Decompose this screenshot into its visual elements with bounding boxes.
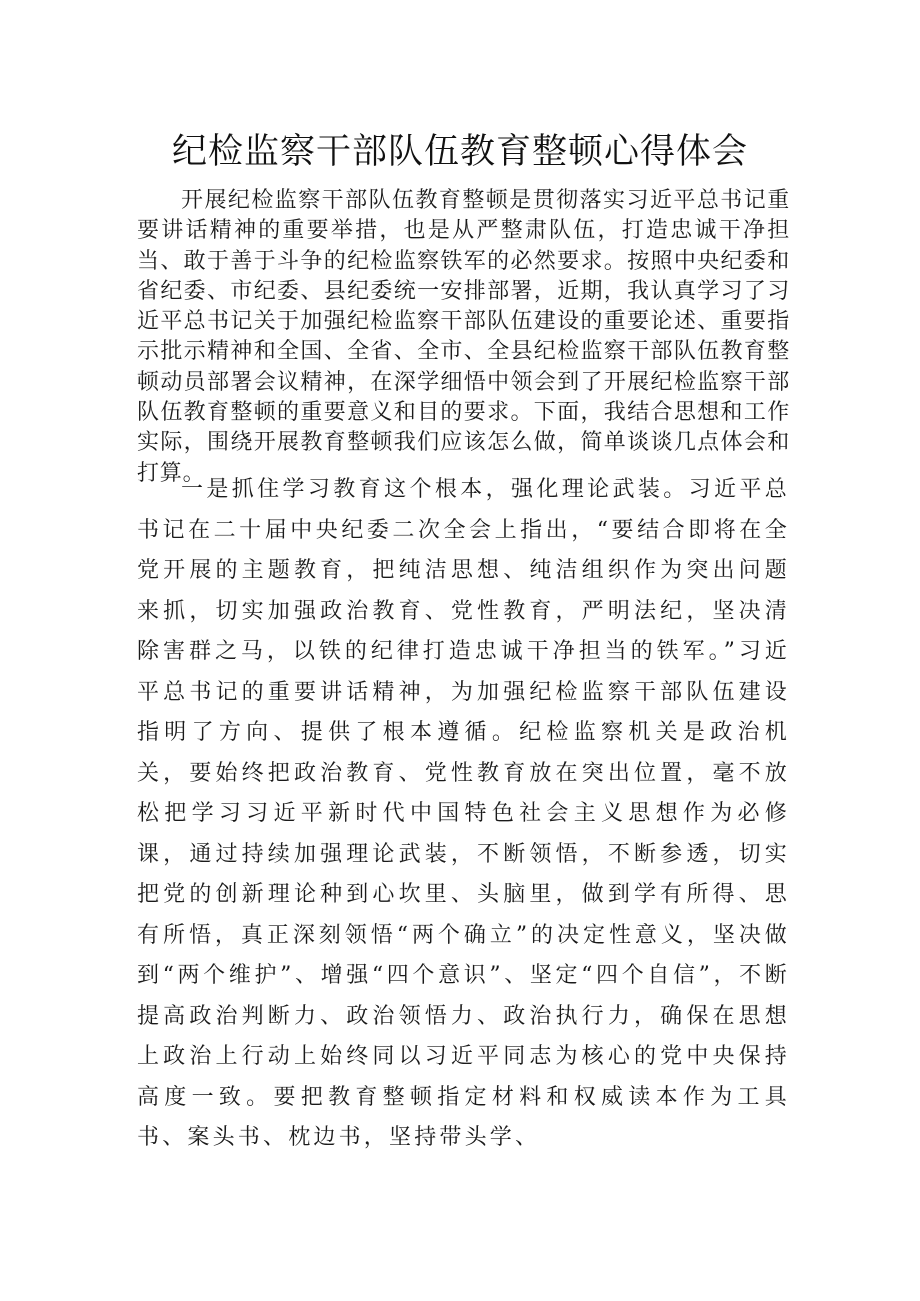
- body-paragraph-intro: 开展纪检监察干部队伍教育整顿是贯彻落实习近平总书记重要讲话精神的重要举措，也是从严整肃队伍，打造忠诚干净担当、敢于善于斗争的纪检监察铁军的必然要求。按照中央纪委和省纪委、市纪委、县纪委统一安排部署，近期，我认真学习了习近平总书记关于加强纪检监察干部队伍建设的重要论述、重要指示批示精神和全国、全省、全市、全县纪检监察干部队伍教育整顿动员部署会议精神，在深学细悟中领会到了开展纪检监察干部队伍教育整顿的重要意义和目的要求。下面，我结合思想和工作实际，围绕开展教育整顿我们应该怎么做，简单谈谈几点体会和打算。: [137, 188, 790, 486]
- body-paragraph-point-one: 一是抓住学习教育这个根本，强化理论武装。习近平总书记在二十届中央纪委二次全会上指出，“要结合即将在全党开展的主题教育，把纯洁思想、纯洁组织作为突出问题来抓，切实加强政治教育、党性教育，严明法纪，坚决清除害群之马，以铁的纪律打造忠诚干净担当的铁军。”习近平总书记的重要讲话精神，为加强纪检监察干部队伍建设指明了方向、提供了根本遵循。纪检监察机关是政治机关，要始终把政治教育、党性教育放在突出位置，毫不放松把学习习近平新时代中国特色社会主义思想作为必修课，通过持续加强理论武装，不断领悟，不断参透，切实把党的创新理论种到心坎里、头脑里，做到学有所得、思有所悟，真正深刻领悟“两个确立”的决定性意义，坚决做到“两个维护”、增强“四个意识”、坚定“四个自信”，不断提高政治判断力、政治领悟力、政治执行力，确保在思想上政治上行动上始终同以习近平同志为核心的党中央保持高度一致。要把教育整顿指定材料和权威读本作为工具书、案头书、枕边书，坚持带头学、: [137, 477, 790, 1150]
- document-title: 纪检监察干部队伍教育整顿心得体会: [171, 132, 748, 172]
